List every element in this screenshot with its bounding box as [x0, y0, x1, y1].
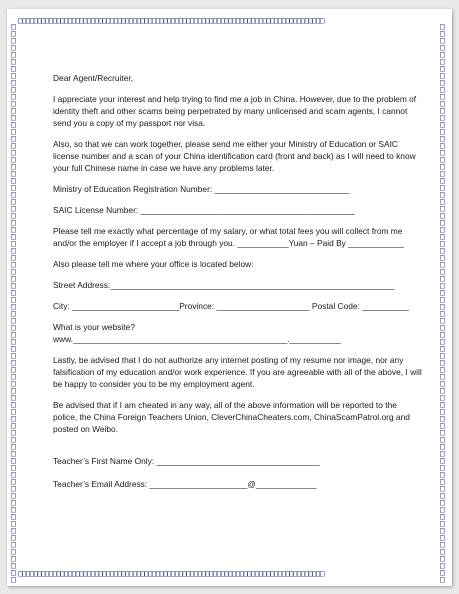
website-field: What is your website? www.______________________________________________.___________ [53, 322, 341, 344]
greeting: Dear Agent/Recruiter, [53, 73, 134, 83]
decorative-border-top: □□□□□□□□□□□□□□□□□□□□□□□□□□□□□□□□□□□□□□□□□□□□□□□□□□□□□□□□□□□□□□□□□□□□□□□□□□□□□□□□ [18, 16, 324, 25]
moe-registration-field: Ministry of Education Registration Number: _____________________________ [53, 184, 350, 194]
paragraph-no-posting: Lastly, be advised that I do not authorize any internet posting of my resume nor image, nor any falsification of my education and/or work experience. If you are agreeable with all of the above, I will be happy to consider you to be my employment agent. [53, 355, 422, 389]
decorative-border-left: □ □ □ □ □ □ □ □ □ □ □ □ □ □ □ □ □ □ □ □ □ □ □ □ □ □ □ □ □ □ □ □ □ □ □ □ □ □ □ □ □ □ □ □ □ □ □ □ □ □ □ □ □ □ □ □ □ □ □ □ □ □ □ □ □ □ □ □ □ □ □ □ □ □ □ □ □ □ □ □ [11, 22, 16, 584]
letter-body [53, 72, 423, 499]
paragraph-license-request: Also, so that we can work together, please send me either your Ministry of Education or SAIC license number and a scan of your China identification card (front and back) as I will need to know your full Chinese name in case we have any problems later. [53, 139, 416, 173]
decorative-border-right: □ □ □ □ □ □ □ □ □ □ □ □ □ □ □ □ □ □ □ □ □ □ □ □ □ □ □ □ □ □ □ □ □ □ □ □ □ □ □ □ □ □ □ □ □ □ □ □ □ □ □ □ □ □ □ □ □ □ □ □ □ □ □ □ □ □ □ □ □ □ □ □ □ □ □ □ □ □ □ □ [440, 22, 445, 584]
decorative-border-bottom: □□□□□□□□□□□□□□□□□□□□□□□□□□□□□□□□□□□□□□□□□□□□□□□□□□□□□□□□□□□□□□□□□□□□□□□□□□□□□□□□ [18, 569, 324, 578]
office-location-intro: Also please tell me where your office is located below: [53, 259, 254, 269]
teacher-email-field: Teacher’s Email Address: _____________________@_____________ [53, 479, 317, 489]
paragraph-identity-theft: I appreciate your interest and help trying to find me a job in China. However, due to the problem of identity theft and other scams being perpetrated by many unlicensed and scam agents, I cannot send you a copy of my passport nor visa. [53, 94, 417, 128]
saic-license-field: SAIC License Number: ______________________________________________ [53, 205, 355, 215]
teacher-first-name-field: Teacher’s First Name Only: ___________________________________ [53, 456, 320, 466]
paragraph-fees: Please tell me exactly what percentage of my salary, or what total fees you will collect from me and/or the employer if I accept a job through you. ___________Yuan – Paid By ____________ [53, 226, 405, 248]
paragraph-reporting: Be advised that if I am cheated in any way, all of the above information will be reported to the police, the China Foreign Teachers Union, CleverChinaCheaters.com, ChinaScamPatrol.org and posted on Weibo. [53, 400, 410, 434]
street-address-field: Street Address:_____________________________________________________________ [53, 280, 395, 290]
letter-page [7, 9, 452, 586]
city-province-postal-field: City: _______________________Province: ____________________ Postal Code: __________ [53, 301, 409, 311]
